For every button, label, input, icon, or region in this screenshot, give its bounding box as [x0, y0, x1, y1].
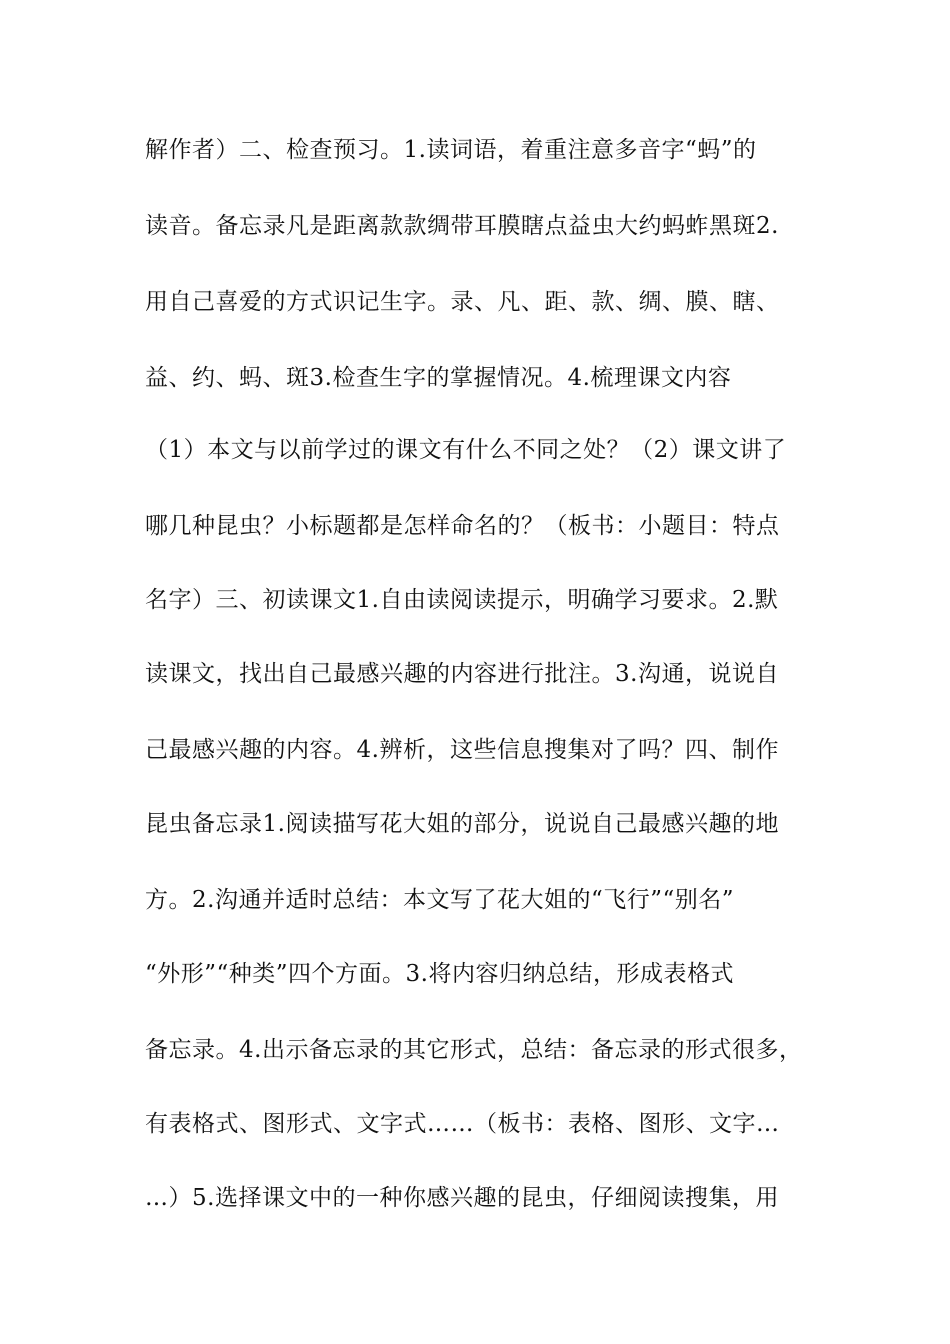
text-line-11: 方。2.沟通并适时总结：本文写了花大姐的“飞行”“别名” — [145, 887, 734, 913]
text-line-4: 益、约、蚂、斑3.检查生字的掌握情况。4.梳理课文内容 — [145, 365, 732, 391]
text-line-8: 读课文，找出自己最感兴趣的内容进行批注。3.沟通，说说自 — [145, 661, 779, 687]
text-line-5: （1）本文与以前学过的课文有什么不同之处？（2）课文讲了 — [145, 437, 787, 463]
text-line-7: 名字）三、初读课文1.自由读阅读提示，明确学习要求。2.默 — [145, 587, 779, 613]
text-line-9: 己最感兴趣的内容。4.辨析，这些信息搜集对了吗？四、制作 — [145, 737, 779, 763]
text-line-2: 读音。备忘录凡是距离款款绸带耳膜瞎点益虫大约蚂蚱黑斑2. — [145, 213, 779, 239]
text-line-1: 解作者）二、检查预习。1.读词语，着重注意多音字“蚂”的 — [145, 137, 757, 163]
text-line-12: “外形”“种类”四个方面。3.将内容归纳总结，形成表格式 — [145, 961, 734, 987]
text-line-15: …）5.选择课文中的一种你感兴趣的昆虫，仔细阅读搜集，用 — [145, 1185, 779, 1211]
text-line-10: 昆虫备忘录1.阅读描写花大姐的部分，说说自己最感兴趣的地 — [145, 811, 779, 837]
text-line-13: 备忘录。4.出示备忘录的其它形式，总结：备忘录的形式很多， — [145, 1037, 803, 1063]
text-line-6: 哪几种昆虫？小标题都是怎样命名的？（板书：小题目：特点 — [145, 513, 780, 539]
text-line-14: 有表格式、图形式、文字式……（板书：表格、图形、文字… — [145, 1111, 780, 1137]
text-line-3: 用自己喜爱的方式识记生字。录、凡、距、款、绸、膜、瞎、 — [145, 289, 780, 315]
